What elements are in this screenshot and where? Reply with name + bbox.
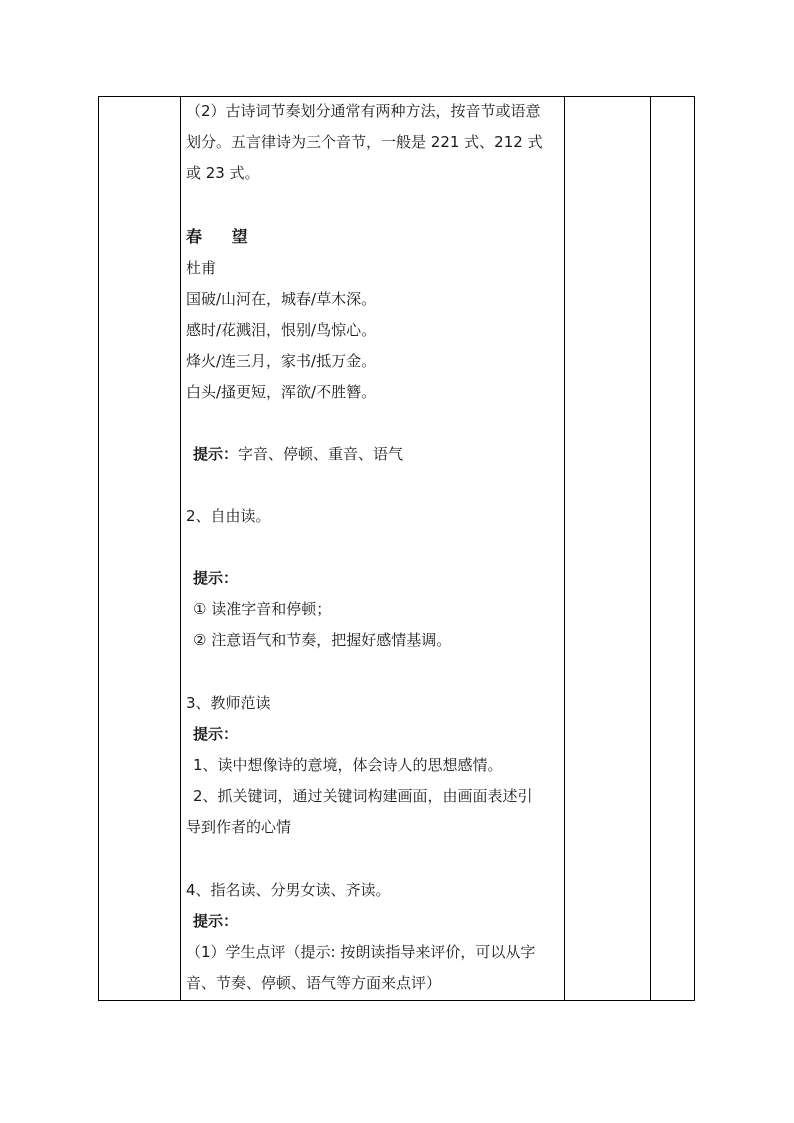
tip-item: 导到作者的心情 [186, 818, 292, 836]
poem-title: 春 望 [186, 227, 260, 246]
tip-label: 提示： [193, 445, 239, 463]
tip-label: 提示： [193, 912, 239, 930]
tip-item: 1、读中想像诗的意境，体会诗人的思想感情。 [193, 756, 503, 774]
rhythm-method-text: 或 23 式。 [186, 164, 260, 182]
tip-line [193, 444, 403, 464]
column-divider [180, 97, 181, 1000]
step-heading: 3、教师范读 [186, 694, 271, 712]
rhythm-method-text: 划分。五言律诗为三个音节，一般是 221 式、212 式 [186, 133, 543, 151]
tip-label: 提示： [193, 569, 239, 587]
column-divider [564, 97, 565, 1000]
poem-line: 烽火/连三月，家书/抵万金。 [186, 352, 377, 370]
rhythm-method-text: （2）古诗词节奏划分通常有两种方法，按音节或语意 [186, 102, 541, 120]
column-divider [650, 97, 651, 1000]
lesson-table [98, 96, 695, 1001]
poem-author: 杜甫 [186, 259, 217, 277]
step-heading: 2、自由读。 [186, 507, 271, 525]
tip-item: ① 读准字音和停顿； [193, 600, 332, 618]
tip-item: ② 注意语气和节奏，把握好感情基调。 [193, 631, 452, 649]
tip-item: （1）学生点评（提示: 按朗读指导来评价，可以从字 [186, 943, 536, 961]
tip-text: 字音、停顿、重音、语气 [238, 445, 404, 463]
tip-item: 2、抓关键词，通过关键词构建画面，由画面表述引 [193, 787, 533, 805]
poem-line: 感时/花溅泪，恨别/鸟惊心。 [186, 321, 377, 339]
tip-label: 提示： [193, 725, 239, 743]
step-heading: 4、指名读、分男女读、齐读。 [186, 881, 391, 899]
tip-item: 音、节奏、停顿、语气等方面来点评） [186, 974, 442, 992]
poem-line: 国破/山河在，城春/草木深。 [186, 290, 377, 308]
poem-line: 白头/搔更短，浑欲/不胜簪。 [186, 383, 377, 401]
